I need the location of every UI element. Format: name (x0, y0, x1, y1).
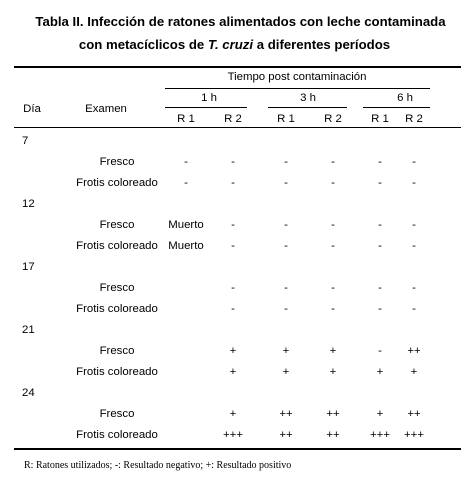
header-bottom-rule (14, 127, 461, 128)
period-rule-2 (268, 107, 347, 108)
result-cell: - (231, 240, 235, 252)
day-label: 17 (22, 261, 35, 273)
result-cell: + (410, 366, 418, 378)
header-group-label: Tiempo post contaminación (227, 71, 367, 83)
result-cell: - (284, 240, 288, 252)
day-label: 7 (22, 135, 29, 147)
group-rule (165, 88, 430, 89)
result-cell: - (378, 282, 382, 294)
exam-label: Frotis coloreado (76, 303, 158, 315)
exam-label: Fresco (99, 219, 135, 231)
result-cell: + (376, 408, 384, 420)
result-cell: - (331, 219, 335, 231)
result-cell: Muerto (168, 219, 204, 231)
table-top-rule (14, 66, 461, 68)
header-sub-3: R 1 (277, 113, 295, 125)
result-cell: - (378, 156, 382, 168)
header-examen: Examen (85, 103, 127, 115)
result-cell: ++ (326, 408, 340, 420)
result-cell: - (284, 303, 288, 315)
header-sub-5: R 1 (371, 113, 389, 125)
result-cell: - (231, 156, 235, 168)
species-name: T. cruzi (207, 37, 254, 52)
result-cell: - (378, 345, 382, 357)
result-cell: - (284, 282, 288, 294)
result-cell: - (412, 303, 416, 315)
result-cell: + (329, 345, 337, 357)
result-cell: - (331, 156, 335, 168)
result-cell: - (284, 219, 288, 231)
result-cell: - (184, 156, 188, 168)
result-cell: + (329, 366, 337, 378)
table-title (0, 10, 469, 56)
result-cell: +++ (404, 429, 424, 441)
header-period-2: 3 h (300, 92, 316, 104)
result-cell: - (284, 177, 288, 189)
result-cell: - (412, 156, 416, 168)
period-rule-3 (363, 107, 430, 108)
exam-label: Frotis coloreado (76, 240, 158, 252)
result-cell: - (378, 240, 382, 252)
header-sub-2: R 2 (224, 113, 242, 125)
exam-label: Fresco (99, 345, 135, 357)
result-cell: Muerto (168, 240, 204, 252)
header-period-1: 1 h (201, 92, 217, 104)
result-cell: + (229, 345, 237, 357)
result-cell: - (184, 177, 188, 189)
day-label: 12 (22, 198, 35, 210)
result-cell: - (378, 303, 382, 315)
result-cell: - (331, 282, 335, 294)
result-cell: + (282, 366, 290, 378)
result-cell: - (378, 219, 382, 231)
header-dia: Día (23, 103, 41, 115)
exam-label: Fresco (99, 156, 135, 168)
result-cell: - (412, 219, 416, 231)
result-cell: ++ (407, 408, 421, 420)
table-footnote: R: Ratones utilizados; -: Resultado negativo; +: Resultado positivo (24, 460, 292, 471)
result-cell: - (231, 219, 235, 231)
exam-label: Frotis coloreado (76, 429, 158, 441)
table-title-line-2 (0, 33, 469, 56)
result-cell: - (412, 282, 416, 294)
result-cell: + (229, 408, 237, 420)
exam-label: Fresco (99, 282, 135, 294)
period-rule-1 (165, 107, 247, 108)
result-cell: + (229, 366, 237, 378)
day-label: 21 (22, 324, 35, 336)
header-sub-6: R 2 (405, 113, 423, 125)
exam-label: Fresco (99, 408, 135, 420)
exam-label: Frotis coloreado (76, 366, 158, 378)
result-cell: - (412, 240, 416, 252)
title-prefix: con metacíclicos de (78, 37, 208, 52)
result-cell: - (231, 177, 235, 189)
table-bottom-rule (14, 448, 461, 450)
result-cell: - (231, 282, 235, 294)
table-title-line-1: Tabla II. Infección de ratones alimentados con leche contaminada (35, 14, 446, 29)
result-cell: - (378, 177, 382, 189)
day-label: 24 (22, 387, 35, 399)
title-suffix: a diferentes períodos (253, 37, 391, 52)
result-cell: ++ (407, 345, 421, 357)
result-cell: - (331, 177, 335, 189)
result-cell: ++ (326, 429, 340, 441)
result-cell: - (331, 240, 335, 252)
result-cell: - (231, 303, 235, 315)
result-cell: +++ (223, 429, 243, 441)
result-cell: + (282, 345, 290, 357)
result-cell: ++ (279, 408, 293, 420)
header-sub-4: R 2 (324, 113, 342, 125)
result-cell: - (284, 156, 288, 168)
header-period-3: 6 h (397, 92, 413, 104)
result-cell: ++ (279, 429, 293, 441)
result-cell: +++ (370, 429, 390, 441)
result-cell: - (412, 177, 416, 189)
header-sub-1: R 1 (177, 113, 195, 125)
result-cell: + (376, 366, 384, 378)
result-cell: - (331, 303, 335, 315)
exam-label: Frotis coloreado (76, 177, 158, 189)
